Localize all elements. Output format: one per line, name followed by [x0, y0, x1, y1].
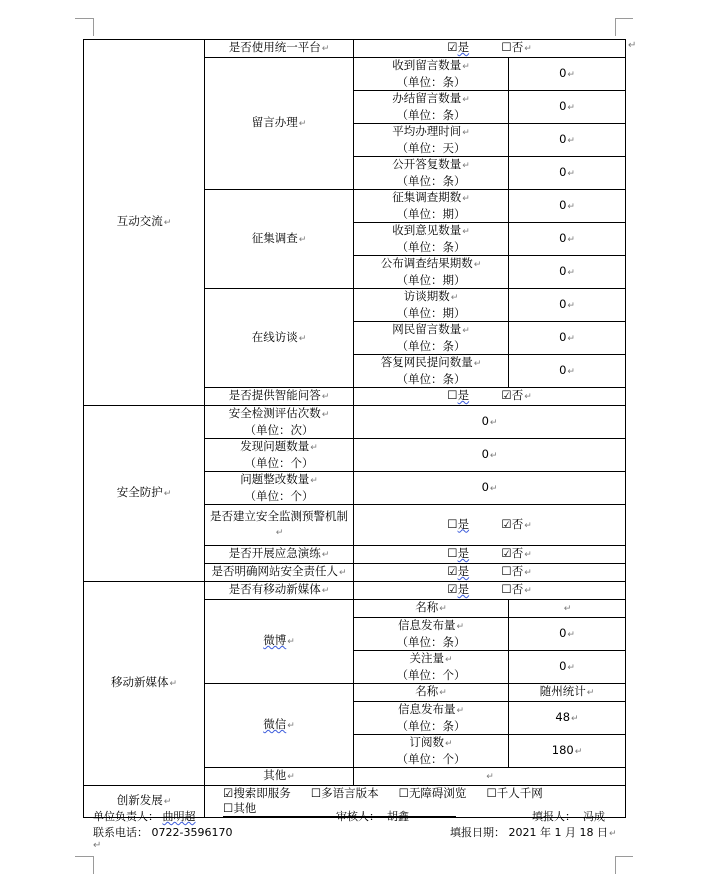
mobile-label: 是否有移动新媒体↵: [205, 582, 354, 600]
metric-label: 征集调查期数↵ （单位：期）: [354, 190, 509, 223]
metric-label: 安全检测评估次数↵ （单位：次）: [205, 406, 354, 439]
metric-label: 答复网民提问数量↵ （单位：条）: [354, 355, 509, 388]
metric-label: 收到留言数量↵ （单位：条）: [354, 58, 509, 91]
other-value[interactable]: ↵: [354, 768, 626, 786]
unified-platform-label: 是否使用统一平台↵: [205, 40, 354, 58]
metric-label: 问题整改数量↵ （单位：个）: [205, 472, 354, 505]
no-option[interactable]: ☑否↵: [501, 546, 532, 560]
monitor-label: 是否建立安全监测预警机制↵: [205, 505, 354, 546]
yes-option[interactable]: ☐是: [447, 516, 470, 531]
metric-value[interactable]: 0↵: [509, 91, 626, 124]
metric-value[interactable]: 0↵: [509, 190, 626, 223]
crop-mark-top-right-v: [615, 18, 616, 36]
metric-value[interactable]: 0↵: [509, 124, 626, 157]
group-weibo: 微博↵: [205, 600, 354, 684]
responsible-label: 是否明确网站安全责任人↵: [205, 564, 354, 582]
yes-option[interactable]: ☑是: [447, 564, 470, 578]
row-end-mark: ↵: [628, 40, 637, 51]
metric-value[interactable]: 0↵: [509, 618, 626, 651]
smart-qa-label: 是否提供智能问答↵: [205, 388, 354, 406]
crop-mark-top-left: [75, 18, 93, 19]
metric-value[interactable]: 0↵: [509, 256, 626, 289]
drill-choice[interactable]: [354, 546, 626, 564]
footer-reviewer: 审核人： 胡鑫: [336, 810, 409, 823]
search-service-checkbox[interactable]: ☑搜索即服务: [223, 786, 291, 800]
metric-value[interactable]: 0↵: [509, 223, 626, 256]
section-security: 安全防护↵: [84, 406, 205, 582]
group-message-handling: 留言办理↵: [205, 58, 354, 190]
wechat-name-value[interactable]: 随州统计↵: [509, 684, 626, 702]
metric-label: 办结留言数量↵ （单位：条）: [354, 91, 509, 124]
responsible-choice[interactable]: [354, 564, 626, 582]
metric-value[interactable]: 0↵: [509, 355, 626, 388]
metric-value[interactable]: 0↵: [509, 289, 626, 322]
monitor-choice[interactable]: [354, 505, 626, 546]
other-checkbox[interactable]: ☐其他: [223, 801, 456, 817]
metric-value[interactable]: 0↵: [509, 651, 626, 684]
crop-mark-top-right: [615, 18, 633, 19]
footer-phone: 联系电话： 0722-3596170: [93, 826, 233, 839]
metric-label: 平均办理时间↵ （单位：天）: [354, 124, 509, 157]
metric-label: 访谈期数↵ （单位：期）: [354, 289, 509, 322]
yes-option[interactable]: ☑是: [447, 40, 470, 54]
drill-label: 是否开展应急演练↵: [205, 546, 354, 564]
no-option[interactable]: ☐否↵: [501, 582, 532, 596]
metric-label: 网民留言数量↵ （单位：条）: [354, 322, 509, 355]
unified-platform-choice[interactable]: [354, 40, 626, 58]
name-label: 名称↵: [354, 684, 509, 702]
yes-option[interactable]: ☐是: [447, 388, 470, 402]
metric-value[interactable]: 0↵: [354, 439, 626, 472]
multilang-checkbox[interactable]: ☐多语言版本: [310, 786, 379, 800]
metric-label: 信息发布量↵ （单位：条）: [354, 702, 509, 735]
metric-label: 公布调查结果期数↵ （单位：期）: [354, 256, 509, 289]
footer-leader: 单位负责人： 曲明超: [93, 810, 196, 823]
crop-mark-bottom-right: [615, 856, 633, 857]
section-mobile-media: 移动新媒体↵: [84, 582, 205, 786]
mobile-choice[interactable]: [354, 582, 626, 600]
no-option[interactable]: ☐否↵: [501, 40, 532, 54]
metric-value[interactable]: 0↵: [509, 157, 626, 190]
metric-label: 关注量↵ （单位：个）: [354, 651, 509, 684]
section-innovation: 创新发展↵: [84, 786, 205, 818]
group-survey: 征集调查↵: [205, 190, 354, 289]
metric-value[interactable]: 0↵: [354, 406, 626, 439]
metric-label: 收到意见数量↵ （单位：条）: [354, 223, 509, 256]
no-option[interactable]: ☐否↵: [501, 564, 532, 578]
crop-mark-top-left-v: [93, 18, 94, 36]
metric-value[interactable]: 0↵: [354, 472, 626, 505]
metric-value[interactable]: 48↵: [509, 702, 626, 735]
metric-value[interactable]: 0↵: [509, 322, 626, 355]
metric-label: 订阅数↵ （单位：个）: [354, 735, 509, 768]
barrier-free-checkbox[interactable]: ☐无障碍浏览: [398, 786, 467, 800]
personalized-checkbox[interactable]: ☐千人千网: [486, 786, 543, 800]
group-interview: 在线访谈↵: [205, 289, 354, 388]
metric-value[interactable]: 180↵: [509, 735, 626, 768]
crop-mark-bottom-left-v: [93, 856, 94, 874]
footer-date: 填报日期： 2021 年 1 月 18 日↵: [450, 826, 617, 839]
metric-label: 信息发布量↵ （单位：条）: [354, 618, 509, 651]
yes-option[interactable]: ☐是: [447, 546, 470, 560]
crop-mark-bottom-left: [75, 856, 93, 857]
no-option[interactable]: ☑否↵: [501, 388, 532, 402]
paragraph-mark: ↵: [93, 840, 102, 851]
footer-filler: 填报人： 冯成: [532, 810, 605, 823]
report-table: [83, 39, 626, 818]
other-label: 其他↵: [205, 768, 354, 786]
no-option[interactable]: ☑否↵: [501, 516, 532, 531]
metric-label: 发现问题数量↵ （单位：个）: [205, 439, 354, 472]
metric-value[interactable]: 0↵: [509, 58, 626, 91]
section-interaction: 互动交流↵: [84, 40, 205, 406]
crop-mark-bottom-right-v: [615, 856, 616, 874]
yes-option[interactable]: ☑是: [447, 582, 470, 596]
name-label: 名称↵: [354, 600, 509, 618]
smart-qa-choice[interactable]: [354, 388, 626, 406]
weibo-name-value[interactable]: ↵: [509, 600, 626, 618]
metric-label: 公开答复数量↵ （单位：条）: [354, 157, 509, 190]
group-wechat: 微信↵: [205, 684, 354, 768]
